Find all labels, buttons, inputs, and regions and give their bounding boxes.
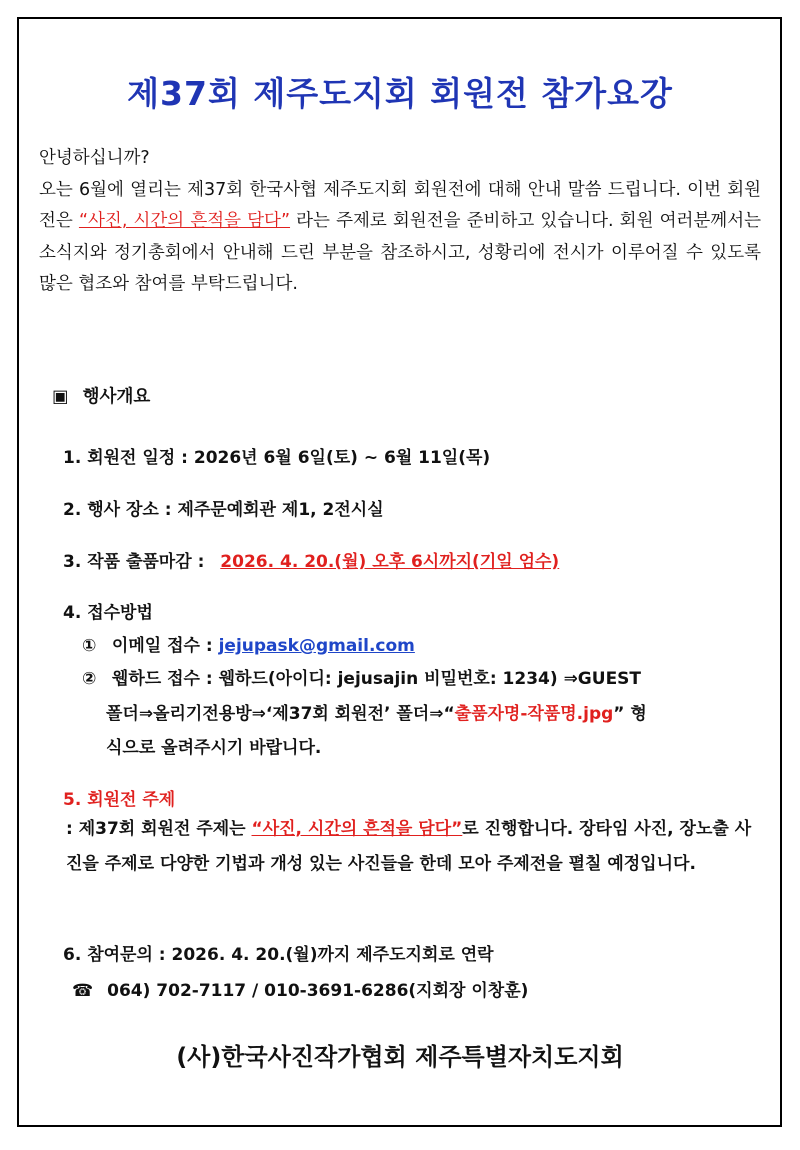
phone-icon: ☎ [72,981,94,1001]
venue-item: 2. 행사 장소 : 제주문예회관 제1, 2전시실 [63,500,384,520]
intro-body: 오는 6월에 열리는 제37회 한국사협 제주도지회 회원전에 대해 안내 말씀 드립니다. 이번 회원전은 “사진, 시간의 흔적을 담다” 라는 주제로 회원전을 준비하고 있습니다. 회원 여러분께서는 소식지와 정기총회에서 안내해 드린 부분을 참조하시고, 성황리에 전시가 이루어질 수 있도록 많은 협조와 참여를 부탁드립니다. [39,179,762,295]
greeting: 안녕하십니까? [39,148,150,168]
document-title: 제37회 제주도지회 회원전 참가요강 [127,74,673,113]
square-bullet-icon: ▣ [52,387,69,407]
deadline-value: 2026. 4. 20.(월) 오후 6시까지(기일 엄수) [220,552,560,572]
schedule-item: 1. 회원전 일정 : 2026년 6월 6일(토) ~ 6월 11일(목) [63,448,491,468]
theme-quote: “사진, 시간의 흔적을 담다” [251,819,463,839]
webhard-method-line2: 폴더⇒올리기전용방⇒‘제37회 회원전’ 폴더⇒“출품자명-작품명.jpg” 형 [106,704,647,724]
theme-heading: 5. 회원전 주제 [63,790,176,810]
email-link[interactable]: jejupask@gmail.com [218,636,415,656]
organization-name: (사)한국사진작가협회 제주특별자치도지회 [176,1043,624,1071]
method-heading: 4. 접수방법 [63,603,153,623]
inquiry-item: 6. 참여문의 : 2026. 4. 20.(월)까지 제주도지회로 연락 [63,945,494,965]
filename-format: 출품자명-작품명.jpg [454,704,614,724]
deadline-item: 3. 작품 출품마감 : 2026. 4. 20.(월) 오후 6시까지(기일 엄수) [63,552,560,572]
theme-description: : 제37회 회원전 주제는 “사진, 시간의 흔적을 담다”로 진행합니다. 장타임 사진, 장노출 사진을 주제로 다양한 기법과 개성 있는 사진들을 한데 모아 주제전을 펼칠 예정입니다. [66,819,752,874]
webhard-method-line1: ② 웹하드 접수 : 웹하드(아이디: jejusajin 비밀번호: 1234) ⇒GUEST [82,669,642,689]
section-heading: ▣ 행사개요 [52,387,151,407]
email-method: ① 이메일 접수 : jejupask@gmail.com [82,636,415,656]
phone-numbers: 064) 702-7117 / 010-3691-6286(지회장 이창훈) [107,981,529,1001]
phone-line [72,976,528,1001]
theme-quote-intro: “사진, 시간의 흔적을 담다” [78,211,291,232]
webhard-method-line3: 식으로 올려주시기 바랍니다. [106,738,322,758]
intro-paragraph [39,143,761,301]
